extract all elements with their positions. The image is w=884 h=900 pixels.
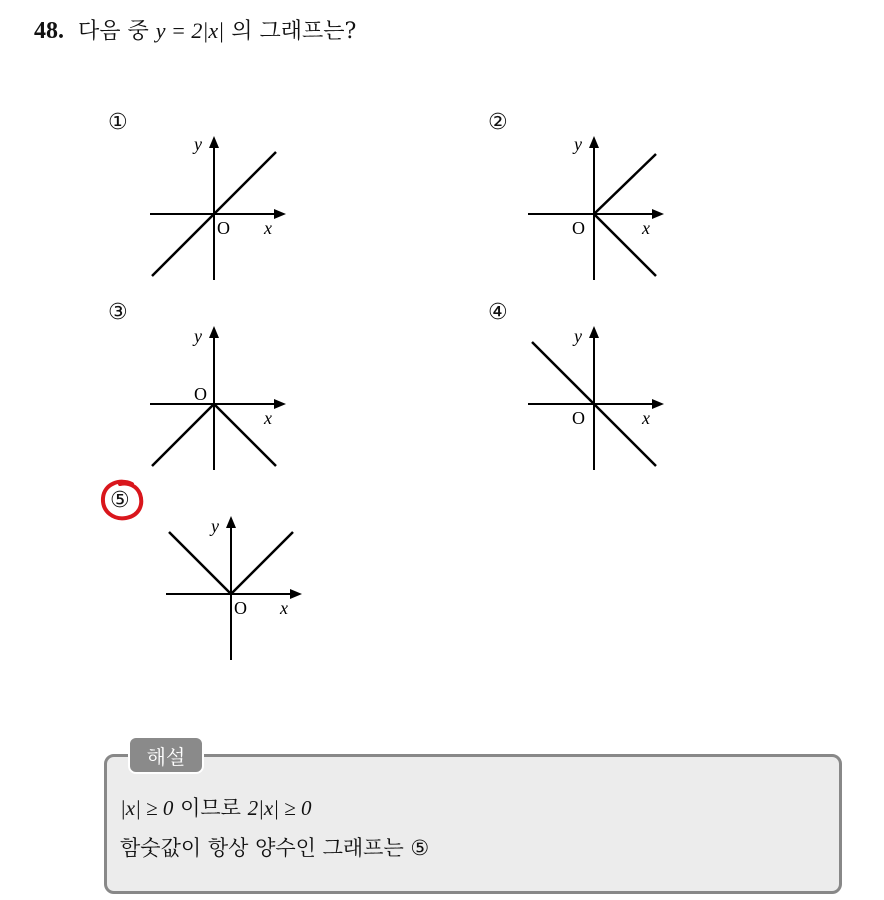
x-axis-arrow-icon — [652, 399, 664, 409]
solution-math-1: |x| ≥ 0 — [120, 796, 174, 820]
y-axis-label: y — [574, 134, 582, 154]
y-axis-label: y — [194, 134, 202, 154]
question-number: 48. — [34, 18, 64, 44]
solution-math-2: 2|x| ≥ 0 — [247, 796, 312, 820]
y-axis-arrow-icon — [209, 136, 219, 148]
graph-3-svg — [130, 320, 300, 480]
x-axis-label: x — [642, 218, 650, 238]
graph-4-svg — [508, 320, 678, 480]
choice-graph-4[interactable] — [508, 320, 678, 480]
x-axis-label: x — [642, 408, 650, 428]
origin-label: O — [194, 384, 207, 404]
x-axis-arrow-icon — [274, 399, 286, 409]
origin-label: O — [234, 598, 247, 618]
choice-graph-2[interactable] — [508, 130, 678, 290]
choice-label-1[interactable]: ① — [108, 110, 128, 135]
origin-label: O — [572, 218, 585, 238]
graph-2-svg — [508, 130, 678, 290]
origin-label: O — [217, 218, 230, 238]
question-text-after: 의 그래프는? — [224, 19, 357, 44]
choice-graph-5[interactable] — [146, 508, 316, 668]
x-axis-label: x — [264, 408, 272, 428]
y-axis-arrow-icon — [589, 326, 599, 338]
solution-box — [104, 754, 842, 894]
x-axis-label: x — [280, 598, 288, 618]
origin-label: O — [572, 408, 585, 428]
choice-graph-3[interactable] — [130, 320, 300, 480]
y-axis-arrow-icon — [226, 516, 236, 528]
y-axis-label: y — [574, 326, 582, 346]
question-text-before: 다음 중 — [78, 19, 156, 44]
graph-5-svg — [146, 508, 316, 668]
y-axis-arrow-icon — [209, 326, 219, 338]
y-axis-arrow-icon — [589, 136, 599, 148]
solution-line-2: 함숫값이 항상 양수인 그래프는 ⑤ — [120, 836, 430, 860]
choice-label-5[interactable]: ⑤ — [110, 488, 130, 513]
solution-tag: 해설 — [128, 736, 204, 774]
choice-label-4[interactable]: ④ — [488, 300, 508, 325]
question-equation: y = 2|x| — [155, 18, 225, 43]
choice-label-3[interactable]: ③ — [108, 300, 128, 325]
choice-graph-1[interactable] — [130, 130, 300, 290]
y-axis-label: y — [194, 326, 202, 346]
solution-text-1: 이므로 — [173, 796, 248, 820]
choice-label-2[interactable]: ② — [488, 110, 508, 135]
x-axis-arrow-icon — [274, 209, 286, 219]
x-axis-arrow-icon — [290, 589, 302, 599]
x-axis-arrow-icon — [652, 209, 664, 219]
y-axis-label: y — [211, 516, 219, 536]
graph-1-svg — [130, 130, 300, 290]
question — [34, 14, 356, 45]
solution-line-1 — [120, 792, 312, 822]
x-axis-label: x — [264, 218, 272, 238]
